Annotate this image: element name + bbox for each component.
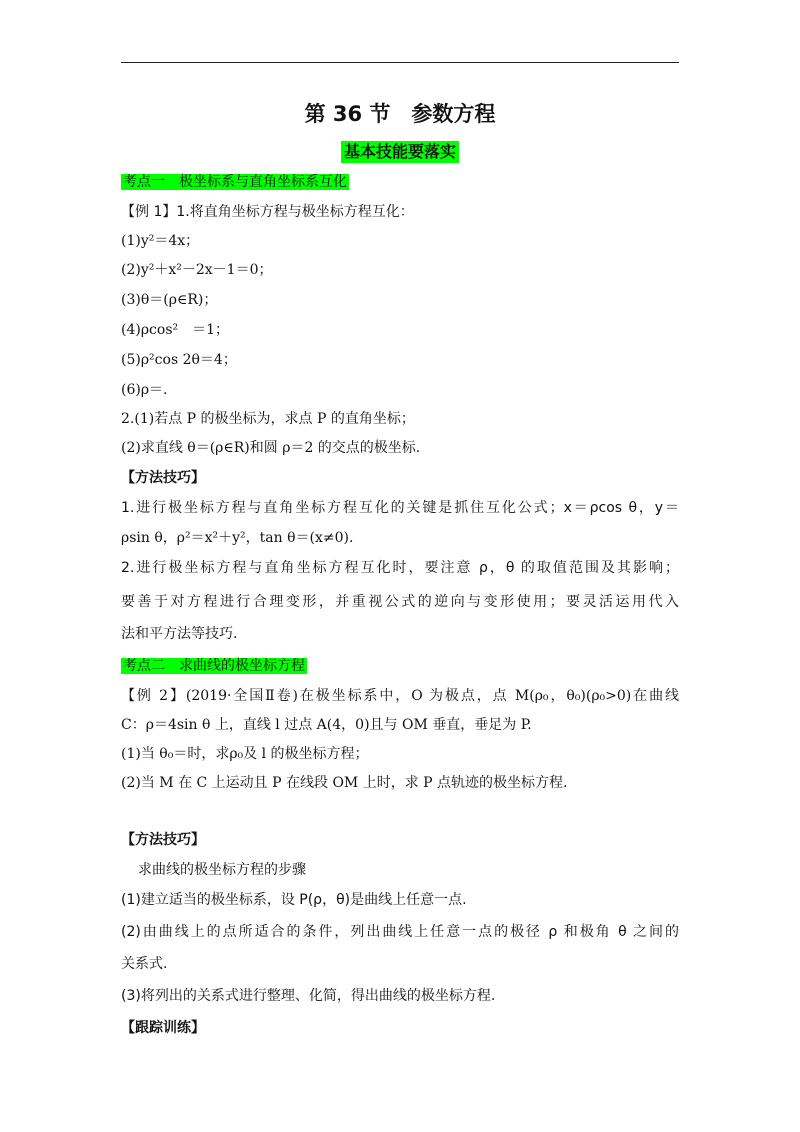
section2-heading-line bbox=[121, 656, 307, 676]
section1-tip-line-3: 2.进行极坐标方程与直角坐标方程互化时，要注意 ρ，θ 的取值范围及其影响； bbox=[121, 560, 679, 576]
example1-item-5: (5)ρ²cos 2θ＝4； bbox=[121, 352, 237, 368]
example1-item-3: (3)θ＝(ρ∈R)； bbox=[121, 292, 218, 308]
section2-heading: 考点二 求曲线的极坐标方程 bbox=[123, 658, 305, 674]
example1-item-4: (4)ρcos² ＝1； bbox=[121, 322, 230, 338]
subtitle-wrap bbox=[0, 141, 800, 163]
header-rule bbox=[121, 62, 679, 63]
page-subtitle: 基本技能要落实 bbox=[341, 141, 459, 163]
section2-step-2-cont: 关系式. bbox=[121, 956, 168, 972]
section1-tip-line-1: 1.进行极坐标方程与直角坐标方程互化的关键是抓住互化公式；x＝ρcos θ，y＝ bbox=[121, 500, 679, 516]
example2-line-3: (1)当 θ₀＝时，求ρ₀及 l 的极坐标方程； bbox=[121, 746, 369, 762]
section2-steps-title: 求曲线的极坐标方程的步骤 bbox=[138, 862, 306, 878]
section2-tips-heading: 【方法技巧】 bbox=[121, 832, 205, 848]
example2-line-1: 【例 2】(2019·全国Ⅱ卷)在极坐标系中，O 为极点，点 M(ρ₀，θ₀)(ρ₀>0)在曲线 bbox=[121, 688, 679, 704]
section1-tip-line-4: 要善于对方程进行合理变形，并重视公式的逆向与变形使用；要灵活运用代入 bbox=[121, 594, 679, 610]
example2-line-4: (2)当 M 在 C 上运动且 P 在线段 OM 上时，求 P 点轨迹的极坐标方程. bbox=[121, 775, 568, 791]
section1-tip-line-5: 法和平方法等技巧. bbox=[121, 626, 238, 642]
practice-heading: 【跟踪训练】 bbox=[121, 1020, 205, 1036]
example1-intro: 【例 1】1.将直角坐标方程与极坐标方程互化： bbox=[121, 204, 414, 220]
example1-item-6: (6)ρ＝. bbox=[121, 382, 168, 398]
section1-heading-line bbox=[121, 172, 349, 192]
page-title: 第 36 节 参数方程 bbox=[304, 102, 496, 126]
section1-tips-heading: 【方法技巧】 bbox=[121, 470, 205, 486]
section1-tip-line-2: ρsin θ，ρ²＝x²＋y²，tan θ＝(x≠0). bbox=[121, 530, 354, 546]
example1-question2-part2: (2)求直线 θ＝(ρ∈R)和圆 ρ＝2 的交点的极坐标. bbox=[121, 440, 421, 456]
section2-step-1: (1)建立适当的极坐标系，设 P(ρ，θ)是曲线上任意一点. bbox=[121, 892, 467, 908]
section1-heading: 考点一 极坐标系与直角坐标系互化 bbox=[123, 174, 347, 190]
example1-item-1: (1)y²＝4x； bbox=[121, 233, 200, 249]
example1-item-2: (2)y²＋x²－2x－1＝0； bbox=[121, 262, 273, 278]
example1-question2-part1: 2.(1)若点 P 的极坐标为，求点 P 的直角坐标； bbox=[121, 411, 415, 427]
section2-step-2: (2)由曲线上的点所适合的条件，列出曲线上任意一点的极径 ρ 和极角 θ 之间的 bbox=[121, 924, 679, 940]
section2-step-3: (3)将列出的关系式进行整理、化简，得出曲线的极坐标方程. bbox=[121, 988, 496, 1004]
example2-line-2: C：ρ＝4sin θ 上，直线 l 过点 A(4，0)且与 OM 垂直，垂足为 P. bbox=[121, 717, 532, 733]
